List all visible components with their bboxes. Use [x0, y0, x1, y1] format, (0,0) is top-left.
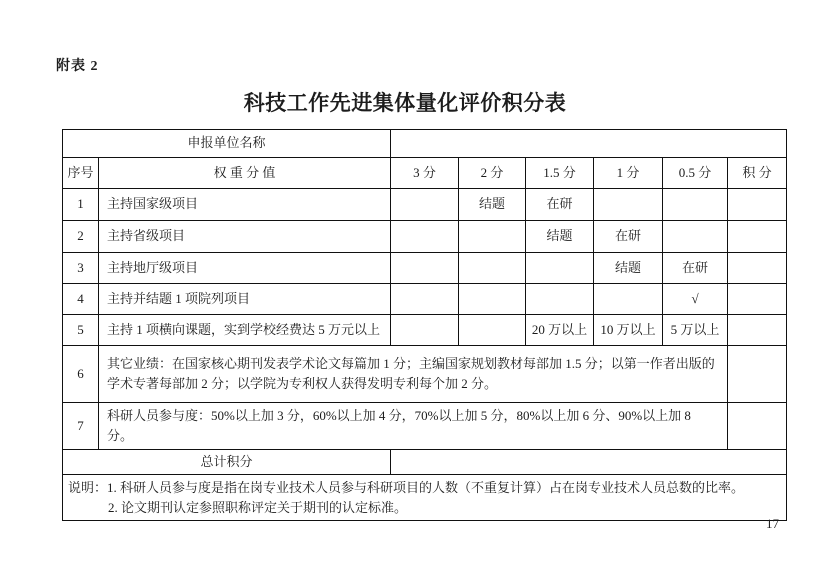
header-0-5pt: 0.5 分: [663, 158, 728, 189]
total-row: [63, 450, 787, 475]
row-number: 5: [63, 315, 99, 346]
points-cell: [728, 315, 787, 346]
score-cell: [526, 253, 594, 284]
score-table: [62, 129, 787, 521]
header-3pt: 3 分: [391, 158, 459, 189]
page-title: 科技工作先进集体量化评价积分表: [243, 91, 567, 115]
row-number: 4: [63, 284, 99, 315]
notes-row: [63, 475, 787, 521]
score-cell: [391, 253, 459, 284]
row-item: 主持国家级项目: [99, 189, 391, 221]
note-line-2: 2. 论文期刊认定参照职称评定关于期刊的认定标准。: [108, 499, 408, 515]
note-text-1: 1. 科研人员参与度是指在岗专业技术人员参与科研项目的人数（不重复计算）占在岗专业技术人员总数的比率。: [107, 480, 745, 496]
attachment-label: 附表 2: [56, 59, 99, 74]
unit-name-label: 申报单位名称: [63, 130, 391, 158]
total-value: [391, 450, 787, 475]
score-cell: [459, 221, 526, 253]
header-points: 积 分: [728, 158, 787, 189]
row-item: 主持并结题 1 项院列项目: [99, 284, 391, 315]
table-row: [63, 189, 787, 221]
score-cell: 结题: [459, 189, 526, 221]
row-number: 7: [63, 403, 99, 450]
score-cell: [526, 284, 594, 315]
score-cell: [391, 221, 459, 253]
header-2pt: 2 分: [459, 158, 526, 189]
score-cell: [663, 221, 728, 253]
score-cell: [391, 189, 459, 221]
score-cell: 在研: [594, 221, 663, 253]
score-cell: [391, 315, 459, 346]
score-cell: [663, 189, 728, 221]
score-cell: [459, 315, 526, 346]
total-label: 总计积分: [63, 450, 391, 475]
score-cell: 5 万以上: [663, 315, 728, 346]
row-item-wide: 其它业绩：在国家核心期刊发表学术论文每篇加 1 分；主编国家规划教材每部加 1.5 分；以第一作者出版的学术专著每部加 2 分；以学院为专利权人获得发明专利每个加 2 分。: [99, 346, 728, 403]
row-item: 主持地厅级项目: [99, 253, 391, 284]
score-cell: 结题: [594, 253, 663, 284]
unit-name-value: [391, 130, 787, 158]
table-row: [63, 253, 787, 284]
table-row: [63, 221, 787, 253]
score-cell: 10 万以上: [594, 315, 663, 346]
score-cell: [594, 284, 663, 315]
score-cell: 在研: [663, 253, 728, 284]
score-cell: [594, 189, 663, 221]
row-number: 3: [63, 253, 99, 284]
table-row: [63, 284, 787, 315]
page-number: 17: [766, 516, 779, 531]
row-item: 主持 1 项横向课题，实到学校经费达 5 万元以上: [99, 315, 391, 346]
score-cell: [391, 284, 459, 315]
row-number: 6: [63, 346, 99, 403]
unit-name-row: [63, 130, 787, 158]
note-line-1: [68, 478, 780, 498]
header-seq: 序号: [63, 158, 99, 189]
checkmark-cell: √: [663, 284, 728, 315]
points-cell: [728, 284, 787, 315]
table-row-wide: [63, 346, 787, 403]
table-row: [63, 315, 787, 346]
score-cell: 在研: [526, 189, 594, 221]
row-item: 主持省级项目: [99, 221, 391, 253]
header-1pt: 1 分: [594, 158, 663, 189]
points-cell: [728, 189, 787, 221]
row-number: 2: [63, 221, 99, 253]
row-number: 1: [63, 189, 99, 221]
notes-cell: [63, 475, 787, 521]
score-cell: 20 万以上: [526, 315, 594, 346]
table-row-wide: [63, 403, 787, 450]
points-cell: [728, 253, 787, 284]
header-1-5pt: 1.5 分: [526, 158, 594, 189]
score-cell: [459, 253, 526, 284]
header-row: [63, 158, 787, 189]
points-cell: [728, 221, 787, 253]
score-cell: 结题: [526, 221, 594, 253]
points-cell: [728, 403, 787, 450]
points-cell: [728, 346, 787, 403]
row-item-wide: 科研人员参与度：50%以上加 3 分，60%以上加 4 分，70%以上加 5 分，80%以上加 6 分、90%以上加 8 分。: [99, 403, 728, 450]
header-weight: 权 重 分 值: [99, 158, 391, 189]
score-cell: [459, 284, 526, 315]
notes-label: 说明：: [68, 480, 108, 496]
